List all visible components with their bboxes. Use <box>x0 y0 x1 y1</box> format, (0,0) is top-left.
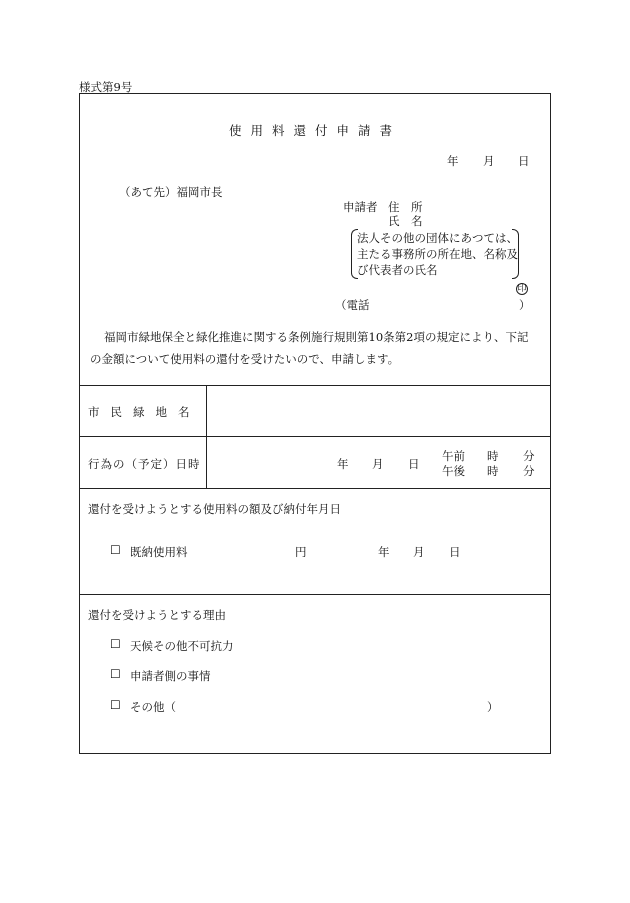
divider <box>80 594 550 595</box>
datetime-label: 行為の（予定）日時 <box>88 457 201 471</box>
corporate-note <box>357 230 518 278</box>
phone-close-paren: ） <box>519 298 531 312</box>
paid-day-label: 日 <box>449 545 461 559</box>
address-label: 住 所 <box>388 200 423 214</box>
checkbox-other-reason[interactable]: ☐ <box>110 698 121 712</box>
reason-section-heading: 還付を受けようとする理由 <box>88 608 226 622</box>
body-text-line-2: の金額について使用料の還付を受けたいので、申請します。 <box>90 352 400 366</box>
divider <box>80 385 550 386</box>
divider <box>80 488 550 489</box>
corporate-note-line: び代表者の氏名 <box>357 263 438 277</box>
corporate-note-line: 法人その他の団体にあつては、 <box>357 231 518 245</box>
other-close-paren: ） <box>487 700 499 714</box>
green-space-name-label: 市民緑地名 <box>88 405 201 419</box>
reason-other: その他（ <box>130 700 176 714</box>
form-title: 使用料還付申請書 <box>228 123 401 138</box>
refund-section-heading: 還付を受けようとする使用料の額及び納付年月日 <box>88 502 341 516</box>
pm-label: 午後 <box>442 464 465 478</box>
paid-month-label: 月 <box>413 545 425 559</box>
hour-label-pm: 時 <box>487 464 499 478</box>
am-label: 午前 <box>442 449 465 463</box>
green-space-name-field[interactable] <box>208 387 548 434</box>
minute-label-am: 分 <box>523 449 535 463</box>
date-year-label: 年 <box>447 154 459 168</box>
body-text-line-1: 福岡市緑地保全と緑化推進に関する条例施行規則第10条第2項の規定により、下記 <box>104 330 529 344</box>
form-number: 様式第9号 <box>79 80 133 94</box>
corporate-note-bracket <box>351 229 519 279</box>
datetime-month-label: 月 <box>372 457 384 471</box>
applicant-label: 申請者 <box>343 200 378 214</box>
minute-label-pm: 分 <box>523 464 535 478</box>
hour-label-am: 時 <box>487 449 499 463</box>
corporate-note-line: 主たる事務所の所在地、名称及 <box>357 247 518 261</box>
phone-label: （電話 <box>335 298 370 312</box>
date-month-label: 月 <box>483 154 495 168</box>
reason-force-majeure: 天候その他不可抗力 <box>130 639 234 653</box>
bracket-right <box>512 229 519 279</box>
checkbox-force-majeure[interactable]: ☐ <box>110 637 121 651</box>
datetime-year-label: 年 <box>337 457 349 471</box>
application-form <box>79 93 551 754</box>
name-label: 氏 名 <box>388 214 423 228</box>
paid-fee-label: 既納使用料 <box>130 545 188 559</box>
checkbox-paid-fee[interactable]: ☐ <box>110 543 121 557</box>
column-divider <box>206 385 207 488</box>
yen-label: 円 <box>295 545 307 559</box>
divider <box>80 436 550 437</box>
datetime-day-label: 日 <box>408 457 420 471</box>
date-day-label: 日 <box>518 154 530 168</box>
seal-mark: 印 <box>517 284 527 294</box>
paid-year-label: 年 <box>378 545 390 559</box>
checkbox-applicant-reason[interactable]: ☐ <box>110 667 121 681</box>
reason-applicant-circumstances: 申請者側の事情 <box>130 669 211 683</box>
other-reason-field[interactable] <box>180 697 485 713</box>
addressee: （あて先）福岡市長 <box>119 185 223 199</box>
